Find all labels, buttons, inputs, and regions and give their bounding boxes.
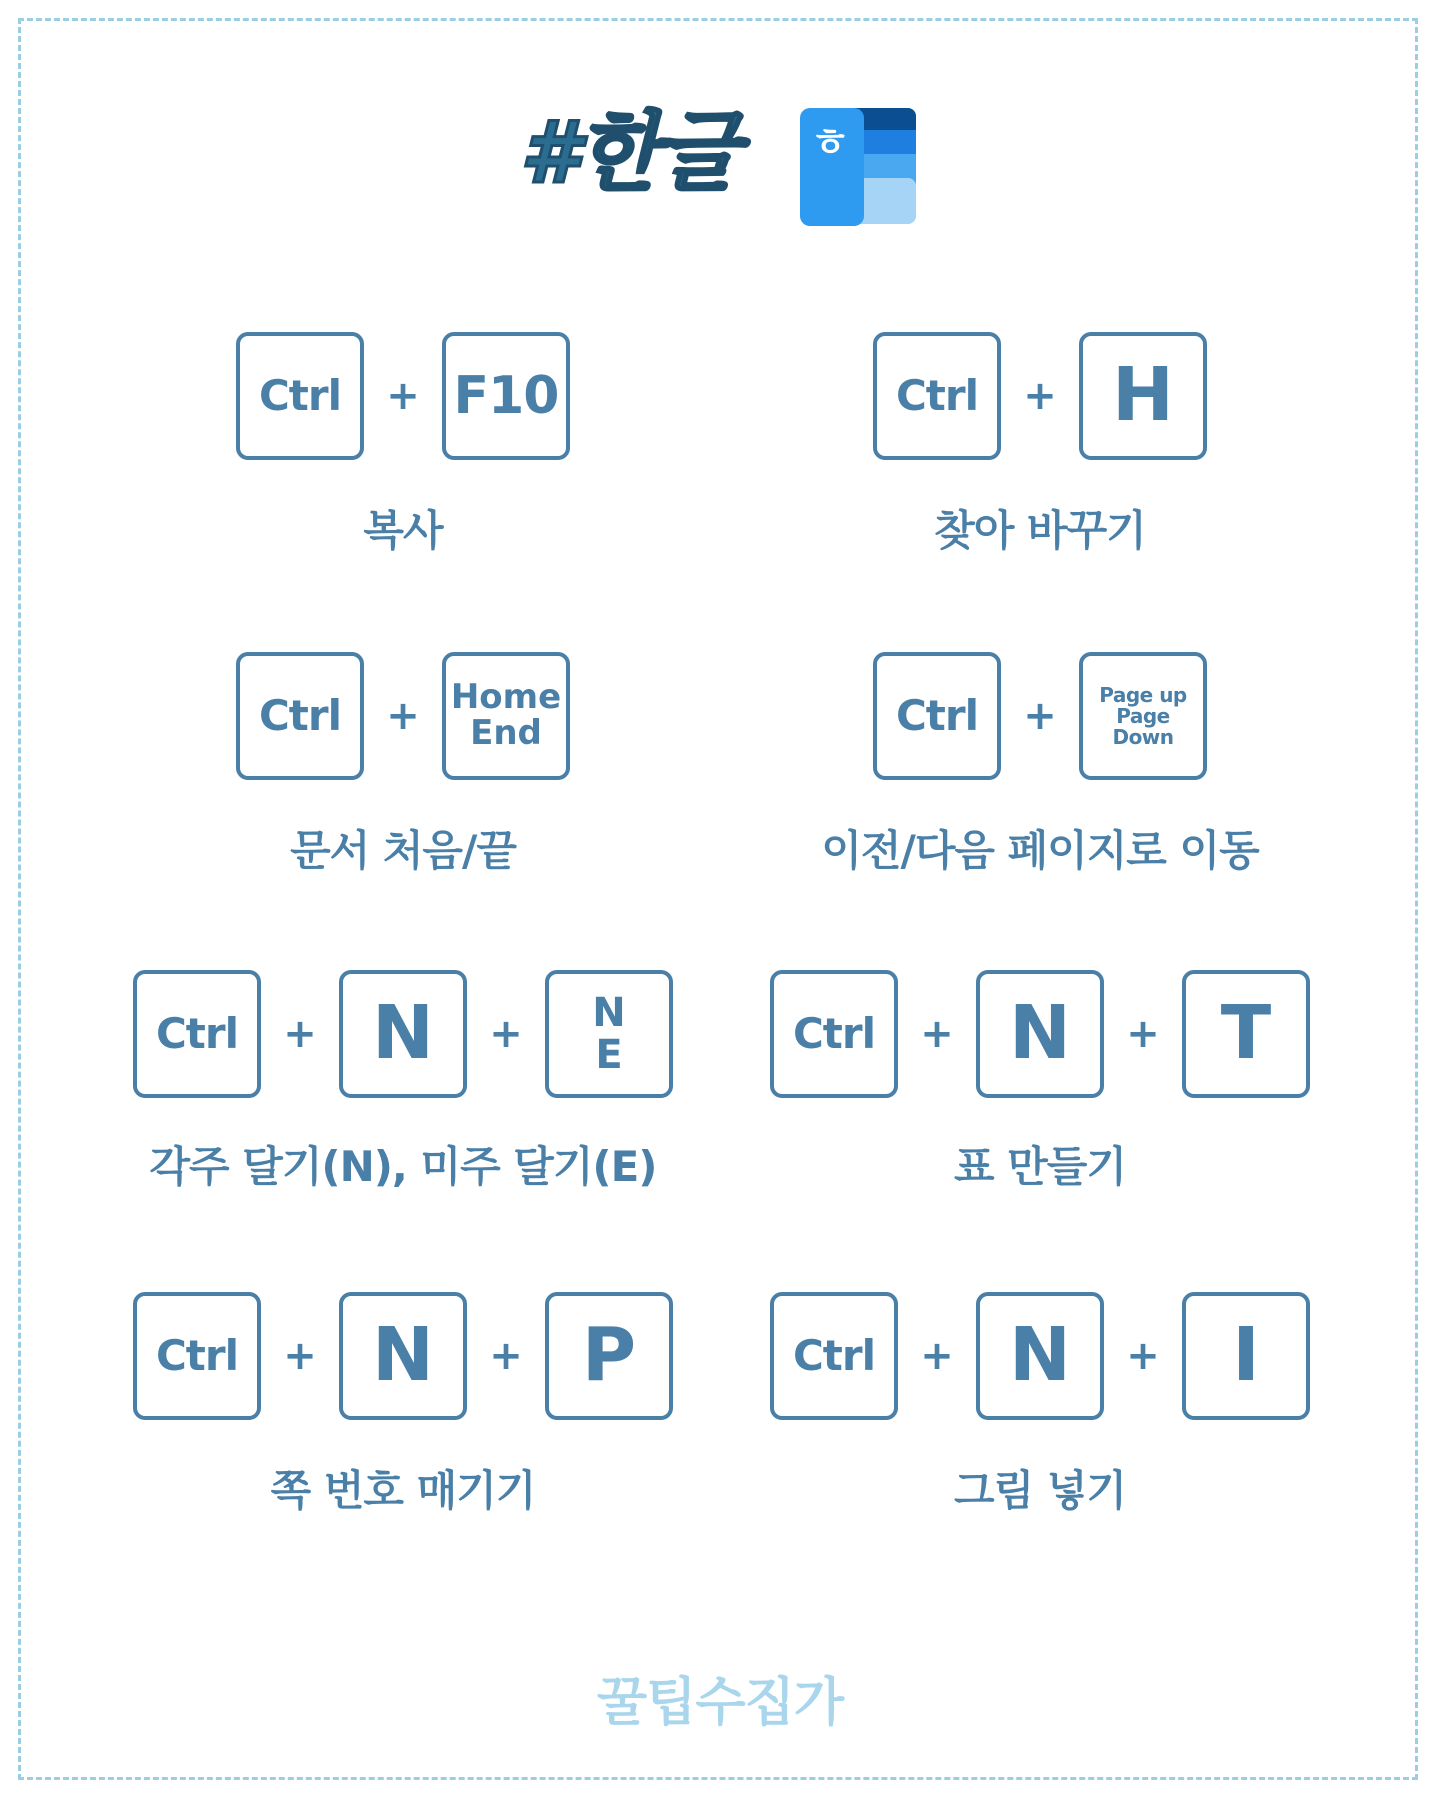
key-label: Ctrl — [258, 690, 341, 740]
plus-sign: + — [1023, 373, 1057, 419]
page-title: #한글 — [520, 103, 737, 203]
key-label: E — [595, 1032, 623, 1078]
key-f10 — [442, 332, 570, 460]
plus-sign: + — [1126, 1333, 1160, 1379]
shortcut-description: 복사 — [363, 506, 443, 555]
shortcut-description: 쪽 번호 매기기 — [270, 1466, 536, 1515]
plus-sign: + — [1126, 1011, 1160, 1057]
key-ctrl — [133, 1292, 261, 1420]
key-ctrl — [770, 1292, 898, 1420]
logo-glyph: ㅎ — [810, 120, 850, 166]
key-label: End — [470, 713, 542, 753]
key-label: N — [1009, 1312, 1071, 1399]
key-label: T — [1220, 990, 1272, 1077]
key-label: Ctrl — [895, 370, 978, 420]
key-label: Ctrl — [155, 1008, 238, 1058]
key-ctrl — [873, 332, 1001, 460]
key-t — [1182, 970, 1310, 1098]
key-i — [1182, 1292, 1310, 1420]
key-ctrl — [236, 332, 364, 460]
key-label: Ctrl — [895, 690, 978, 740]
shortcut-description: 찾아 바꾸기 — [934, 506, 1146, 555]
key-h — [1079, 332, 1207, 460]
key-label: H — [1112, 352, 1174, 439]
key-label: Ctrl — [258, 370, 341, 420]
key-n — [976, 970, 1104, 1098]
key-label: Ctrl — [792, 1008, 875, 1058]
key-label: Ctrl — [792, 1330, 875, 1380]
key-n — [976, 1292, 1104, 1420]
key-label: N — [592, 990, 626, 1036]
key-label: Home — [450, 677, 562, 718]
shortcut-description: 이전/다음 페이지로 이동 — [821, 826, 1259, 875]
plus-sign: + — [489, 1011, 523, 1057]
key-page-up-page-down — [1079, 652, 1207, 780]
key-label: I — [1232, 1312, 1260, 1399]
key-ctrl — [236, 652, 364, 780]
key-label: N — [372, 1312, 434, 1399]
plus-sign: + — [386, 373, 420, 419]
key-label: N — [372, 990, 434, 1077]
key-label: Page up — [1099, 682, 1187, 707]
plus-sign: + — [1023, 693, 1057, 739]
hwp-app-icon — [800, 108, 918, 226]
plus-sign: + — [489, 1333, 523, 1379]
key-label: N — [1009, 990, 1071, 1077]
shortcut-description: 문서 처음/끝 — [290, 826, 516, 875]
header — [500, 100, 940, 230]
key-ctrl — [133, 970, 261, 1098]
plus-sign: + — [920, 1011, 954, 1057]
key-label: F10 — [453, 365, 559, 426]
key-ctrl — [770, 970, 898, 1098]
key-label: P — [581, 1312, 637, 1399]
key-p — [545, 1292, 673, 1420]
shortcut-description: 각주 달기(N), 미주 달기(E) — [149, 1142, 657, 1191]
key-n-e — [545, 970, 673, 1098]
key-n — [339, 970, 467, 1098]
key-n — [339, 1292, 467, 1420]
shortcut-description: 표 만들기 — [954, 1142, 1126, 1191]
plus-sign: + — [386, 693, 420, 739]
key-home-end — [442, 652, 570, 780]
brand-footer: 꿀팁수집가 — [596, 1673, 844, 1733]
key-label: Ctrl — [155, 1330, 238, 1380]
plus-sign: + — [920, 1333, 954, 1379]
plus-sign: + — [283, 1011, 317, 1057]
key-ctrl — [873, 652, 1001, 780]
shortcut-description: 그림 넣기 — [954, 1466, 1126, 1515]
plus-sign: + — [283, 1333, 317, 1379]
key-label: Page Down — [1112, 703, 1174, 749]
